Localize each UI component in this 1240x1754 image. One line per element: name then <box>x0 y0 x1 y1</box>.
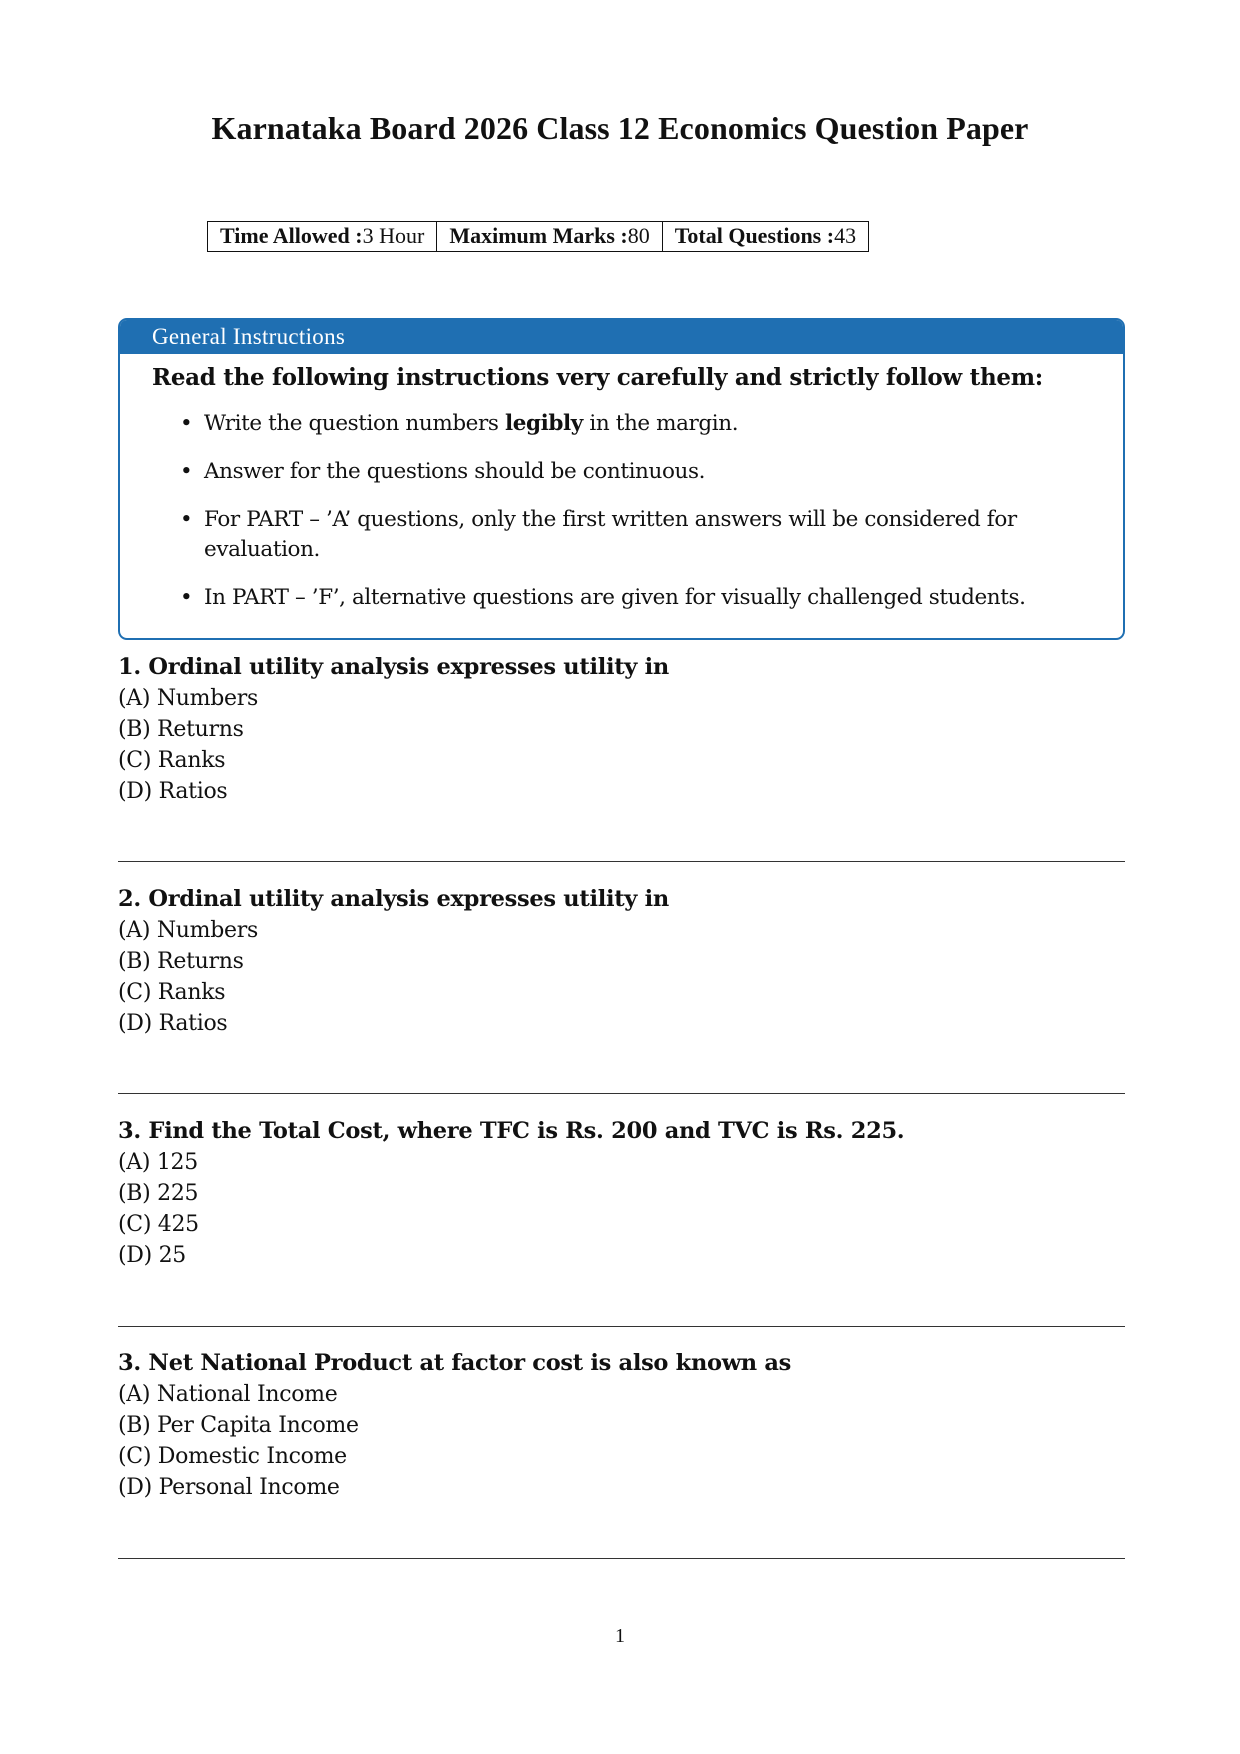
instruction-item: • For PART – ’A’ questions, only the first written answers will be considered for evaluation. <box>180 507 1017 562</box>
divider <box>118 1558 1125 1559</box>
instructions-header: General Instructions <box>120 320 1123 354</box>
instruction-item: • In PART – ’F’, alternative questions are given for visually challenged students. <box>120 583 1123 613</box>
time-allowed-label: Time Allowed : <box>220 223 363 248</box>
exam-meta-table <box>207 221 869 252</box>
option-a: (A) 125 <box>118 1150 198 1175</box>
option-a: (A) Numbers <box>118 918 258 943</box>
bullet-icon: • <box>180 507 193 532</box>
question-4 <box>118 1348 1125 1503</box>
bullet-icon: • <box>180 411 193 436</box>
question-2 <box>118 884 1125 1039</box>
maximum-marks-cell <box>437 222 662 252</box>
question-text: 3. Net National Product at factor cost is also known as <box>118 1350 792 1376</box>
option-d: (D) Ratios <box>118 1011 228 1036</box>
divider <box>118 861 1125 862</box>
total-questions-cell <box>662 222 868 252</box>
option-d: (D) Ratios <box>118 779 228 804</box>
option-a: (A) Numbers <box>118 686 258 711</box>
option-c: (C) Ranks <box>118 748 226 773</box>
option-c: (C) Domestic Income <box>118 1444 347 1469</box>
total-questions-value: 43 <box>834 223 857 248</box>
bullet-icon: • <box>180 585 193 610</box>
instructions-lead: Read the following instructions very carefully and strictly follow them: <box>152 364 1043 391</box>
general-instructions-box <box>118 318 1125 640</box>
total-questions-label: Total Questions : <box>674 223 835 248</box>
instructions-list <box>120 409 1123 613</box>
instruction-item: • Write the question numbers legibly in the margin. <box>120 409 1123 439</box>
option-a: (A) National Income <box>118 1382 338 1407</box>
option-b: (B) Returns <box>118 949 244 974</box>
option-c: (C) 425 <box>118 1212 199 1237</box>
page-title: Karnataka Board 2026 Class 12 Economics Question Paper <box>211 110 1029 146</box>
option-b: (B) Returns <box>118 717 244 742</box>
option-b: (B) Per Capita Income <box>118 1413 359 1438</box>
page-number: 1 <box>615 1625 625 1647</box>
bullet-icon: • <box>180 459 193 484</box>
question-text: 2. Ordinal utility analysis expresses utility in <box>118 886 669 912</box>
option-b: (B) 225 <box>118 1181 199 1206</box>
maximum-marks-value: 80 <box>627 223 650 248</box>
question-1 <box>118 652 1125 807</box>
time-allowed-cell <box>208 222 437 252</box>
option-c: (C) Ranks <box>118 980 226 1005</box>
option-d: (D) Personal Income <box>118 1475 340 1500</box>
question-text: 3. Find the Total Cost, where TFC is Rs. 200 and TVC is Rs. 225. <box>118 1118 905 1144</box>
question-3 <box>118 1116 1125 1271</box>
instruction-item: • Answer for the questions should be continuous. <box>120 457 1123 487</box>
time-allowed-value: 3 Hour <box>362 223 425 248</box>
divider <box>118 1093 1125 1094</box>
maximum-marks-label: Maximum Marks : <box>449 223 628 248</box>
question-text: 1. Ordinal utility analysis expresses utility in <box>118 654 669 680</box>
divider <box>118 1326 1125 1327</box>
option-d: (D) 25 <box>118 1243 186 1268</box>
